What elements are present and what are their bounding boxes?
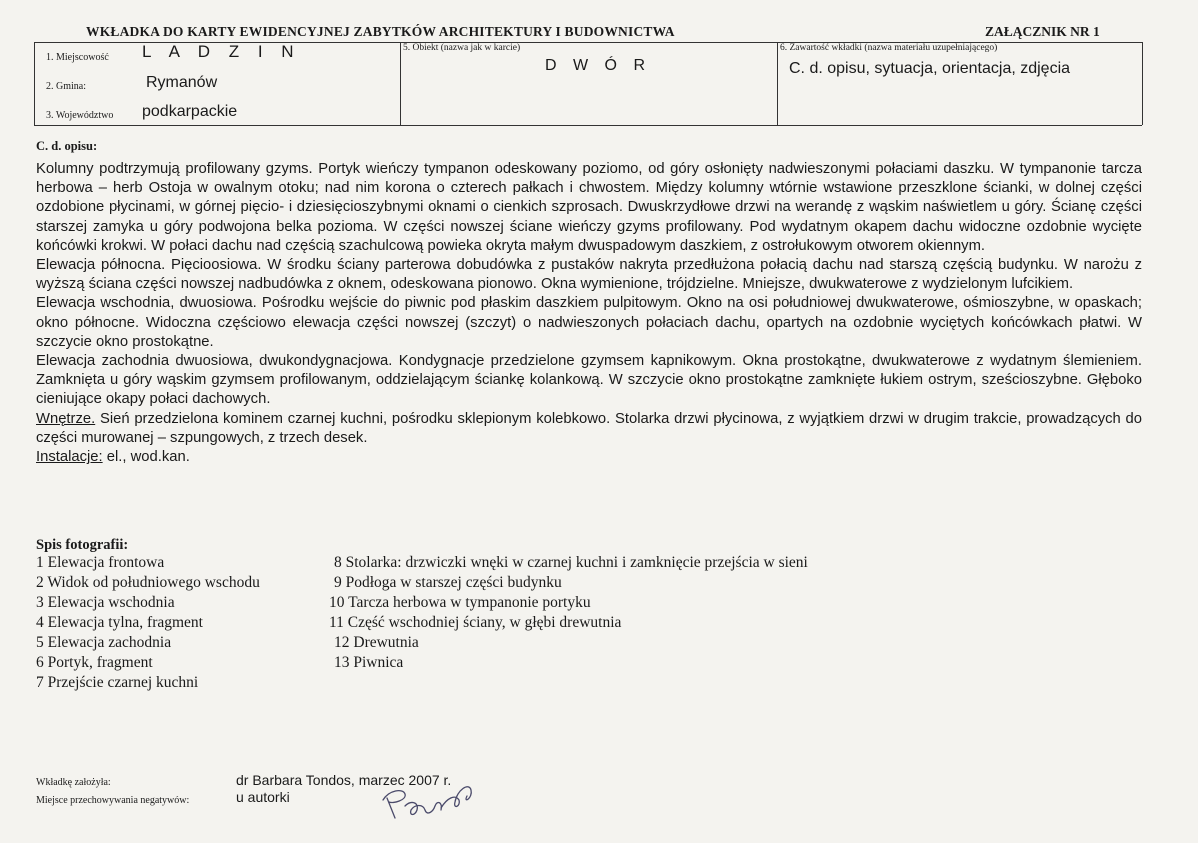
photo-item: 13 Piwnica bbox=[334, 654, 404, 671]
interior-text: Sień przedzielona kominem czarnej kuchni, pośrodku sklepionym kolebkowo. Stolarka drzwi płycinowa, z wyjątkiem drzwi w drugim trakcie, prowadzących do części murowanej – szpungowych, z trzech desek. bbox=[36, 410, 1142, 446]
zawartosc-label: 6. Zawartość wkładki (nazwa materiału uzupełniającego) bbox=[780, 43, 998, 53]
photo-item: 4 Elewacja tylna, fragment bbox=[36, 614, 203, 631]
miejscowosc-value: L A D Z I N bbox=[142, 42, 301, 61]
paragraph-portico: Kolumny podtrzymują profilowany gzyms. Portyk wieńczy tympanon odeskowany poziomo, od góry osłonięty nadwieszonymi połaciami daszku. W tympanonie tarcza herbowa – herb Ostoja w owalnym otoku; nad nim korona o czterech pałkach i chwostem. Między kolumny wtórnie wstawione przeszklone ścianki, w dolnej części ozdobione płycinami, w górnej pięcio- i dziesięcioszybnymi oknami o cienkich szprosach. Dwuskrzydłowe drzwi na werandę z wąskim naświetlem u góry. Ścianę części starszej zamyka u góry podwojona belka pozioma. W części nowszej ściane wieńczy gzyms profilowany. Pod wydatnym okapem dachu widoczne ozdobnie wycięte końcówki krokwi. W połaci dachu nad częścią szachulcową powieka okryta małym dwuspadowym daszkiem, z ostrołukowym otworem okiennym. bbox=[36, 161, 1142, 254]
storage-label: Miejsce przechowywania negatywów: bbox=[36, 795, 190, 806]
author-value: dr Barbara Tondos, marzec 2007 r. bbox=[236, 772, 452, 788]
wojewodztwo-value: podkarpackie bbox=[142, 103, 238, 120]
zawartosc-value: C. d. opisu, sytuacja, orientacja, zdjęcia bbox=[789, 60, 1071, 77]
photo-item: 7 Przejście czarnej kuchni bbox=[36, 674, 199, 691]
photo-item: 11 Część wschodniej ściany, w głębi drewutnia bbox=[329, 614, 622, 631]
photo-item: 5 Elewacja zachodnia bbox=[36, 634, 172, 651]
form-divider-1 bbox=[400, 42, 401, 125]
storage-value: u autorki bbox=[236, 789, 290, 805]
obiekt-label: 5. Obiekt (nazwa jak w karcie) bbox=[403, 43, 521, 53]
photo-item: 1 Elewacja frontowa bbox=[36, 554, 165, 571]
interior-label: Wnętrze. bbox=[36, 410, 96, 427]
installations-label: Instalacje: bbox=[36, 449, 103, 466]
photo-item: 6 Portyk, fragment bbox=[36, 654, 153, 671]
photo-item: 8 Stolarka: drzwiczki wnęki w czarnej kuchni i zamknięcie przejścia w sieni bbox=[334, 554, 808, 571]
paragraph-north-elevation: Elewacja północna. Pięcioosiowa. W środku ściany parterowa dobudówka z pustaków nakryta przedłużona połacią dachu nad starszą częścią budynku. W narożu z wyższą ściana części nowszej nadbudówka z oknem, odeskowana pionowo. Okna wymienione, trójdzielne. Mniejsze, dwukwaterowe z wydzielonym lufcikiem. bbox=[36, 257, 1142, 293]
photo-item: 9 Podłoga w starszej części budynku bbox=[334, 574, 562, 591]
document-title: WKŁADKA DO KARTY EWIDENCYJNEJ ZABYTKÓW ARCHITEKTURY I BUDOWNICTWA bbox=[86, 24, 675, 39]
gmina-value: Rymanów bbox=[146, 74, 218, 91]
gmina-label: 2. Gmina: bbox=[46, 81, 86, 92]
section-heading: C. d. opisu: bbox=[36, 139, 98, 153]
photos-title: Spis fotografii: bbox=[36, 537, 129, 553]
photo-item: 10 Tarcza herbowa w tympanonie portyku bbox=[329, 594, 591, 611]
author-label: Wkładkę założyła: bbox=[36, 777, 111, 788]
paragraph-interior bbox=[36, 410, 1142, 448]
description-body bbox=[36, 160, 1142, 467]
installations-text: el., wod.kan. bbox=[102, 449, 190, 466]
paragraph-installations bbox=[36, 448, 1142, 467]
form-bottom-border bbox=[34, 125, 1142, 126]
form-left-border bbox=[34, 42, 35, 125]
photo-item: 3 Elewacja wschodnia bbox=[36, 594, 175, 611]
form-divider-2 bbox=[777, 42, 778, 125]
signature bbox=[375, 780, 485, 825]
paragraph-west-elevation: Elewacja zachodnia dwuosiowa, dwukondygnacjowa. Kondygnacje przedzielone gzymsem kapnikowym. Okna prostokątne, dwukwaterowe z wydatnym ślemieniem. Zamknięta u góry wąskim gzymsem profilowanym, oddzielającym ściankę kolankową. W szczycie okno prostokątne zamknięte łukiem ostrym, sześcioszybne. Głęboko cieniujące okapy połaci dachowych. bbox=[36, 353, 1142, 408]
wojewodztwo-label: 3. Województwo bbox=[46, 110, 114, 121]
paragraph-east-elevation: Elewacja wschodnia, dwuosiowa. Pośrodku wejście do piwnic pod płaskim daszkiem pulpitowym. Okno na osi południowej dwukwaterowe, ośmioszybne, w opaskach; okno północne. Widoczna częściowo elewacja części nowszej (szczyt) o nadwieszonych połaciach dachu, opartych na ozdobnie wyciętych końcówkach płatwi. W szczycie okno prostokątne. bbox=[36, 295, 1142, 350]
obiekt-value: D W Ó R bbox=[545, 57, 651, 74]
photo-item: 12 Drewutnia bbox=[334, 634, 419, 651]
annex-label: ZAŁĄCZNIK NR 1 bbox=[985, 24, 1100, 39]
miejscowosc-label: 1. Miejscowość bbox=[46, 52, 109, 63]
photo-item: 2 Widok od południowego wschodu bbox=[36, 574, 260, 591]
form-right-border bbox=[1142, 42, 1143, 125]
